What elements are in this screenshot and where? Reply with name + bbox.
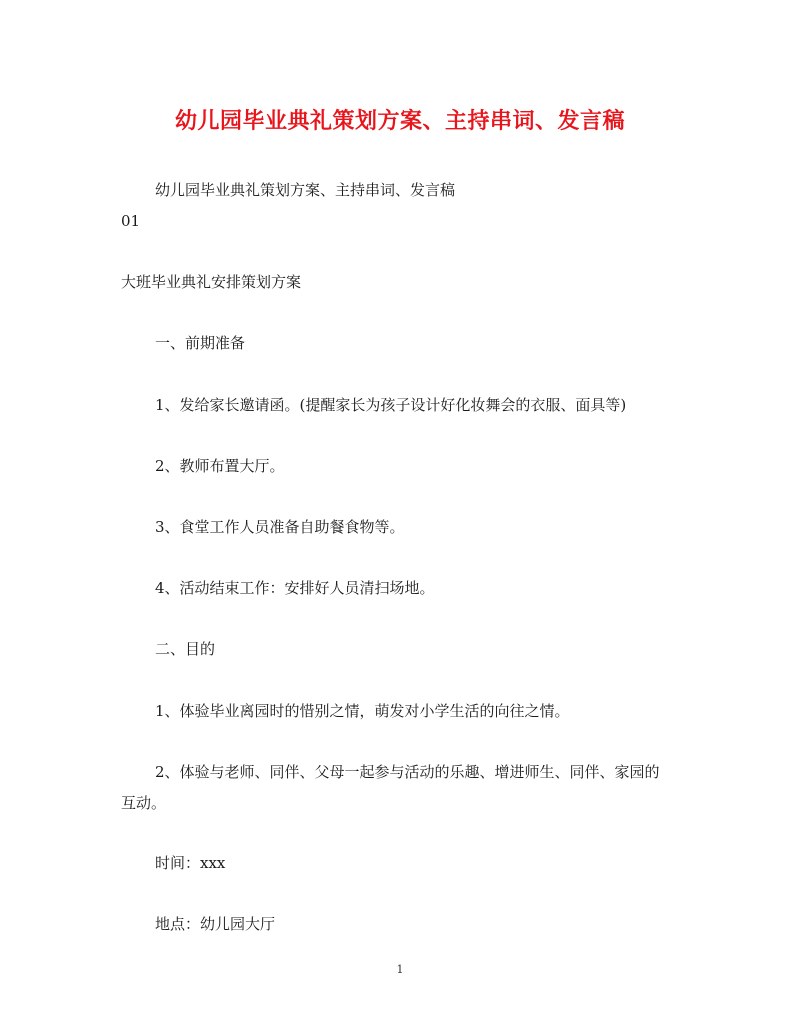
plan-heading: 大班毕业典礼安排策划方案 [121,273,302,291]
document-subtitle: 幼儿园毕业典礼策划方案、主持串词、发言稿 [155,181,456,199]
goal-item-interaction-line2: 互动。 [121,794,167,812]
page-number: 1 [396,963,404,976]
goal-item-farewell: 1、体验毕业离园时的惜别之情，萌发对小学生活的向往之情。 [155,702,570,720]
prep-item-hall-decoration: 2、教师布置大厅。 [155,457,285,475]
section-number: 01 [121,212,141,230]
event-time: 时间：xxx [155,854,226,872]
document-title: 幼儿园毕业典礼策划方案、主持串词、发言稿 [174,108,625,134]
prep-item-buffet: 3、食堂工作人员准备自助餐食物等。 [155,518,405,536]
prep-item-invitation: 1、发给家长邀请函。(提醒家长为孩子设计好化妆舞会的衣服、面具等) [155,396,627,414]
section-heading-preparation: 一、前期准备 [155,334,246,352]
goal-item-interaction-line1: 2、体验与老师、同伴、父母一起参与活动的乐趣、增进师生、同伴、家园的 [155,763,660,781]
event-location: 地点：幼儿园大厅 [155,915,276,933]
prep-item-cleanup: 4、活动结束工作：安排好人员清扫场地。 [155,579,435,597]
section-heading-purpose: 二、目的 [155,640,216,658]
